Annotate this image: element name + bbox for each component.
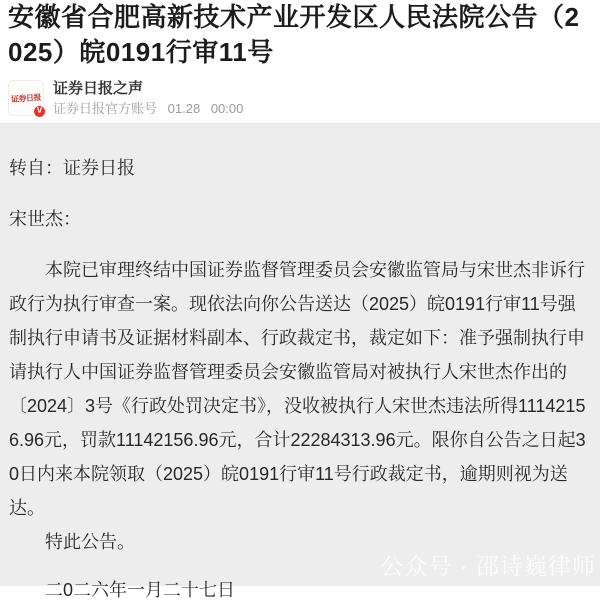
source-line: 转自：证券日报 <box>9 158 135 178</box>
page-title: 安徽省合肥高新技术产业开发区人民法院公告（2025）皖0191行审11号 <box>8 2 580 67</box>
avatar[interactable] <box>8 80 44 116</box>
author-row[interactable] <box>8 80 592 116</box>
author-name[interactable]: 证券日报之声 <box>53 80 144 97</box>
publish-time: 00:00 <box>210 101 244 116</box>
publish-date: 01.28 <box>167 101 201 116</box>
author-subline <box>53 101 250 116</box>
author-meta <box>53 80 250 116</box>
author-subtitle: 证券日报官方账号 <box>53 101 158 116</box>
avatar-logo-text: 证券日报 <box>10 92 42 104</box>
verified-badge-icon: V <box>33 105 46 118</box>
watermark: 公众号 · 邵诗巍律师 <box>380 553 596 579</box>
closing-line: 特此公告。 <box>45 532 135 552</box>
announcement-paragraph: 本院已审理终结中国证券监督管理委员会安徽监管局与宋世杰非诉行政行为执行审查一案。现依法向你公告送达（2025）皖0191行审11号强制执行申请书及证据材料副本、行政裁定书，裁定如下：准予强制执行申请执行人中国证券监督管理委员会安徽监管局对被执行人宋世杰作出的〔2024〕3号《行政处罚决定书》，没收被执行人宋世杰违法所得11142156.96元，罚款11142156.96元，合计22284313.96元。限你自公告之日起30日内来本院领取（2025）皖0191行审11号行政裁定书，逾期则视为送达。 <box>9 260 586 518</box>
announcement-date: 二0二六年一月二十七日 <box>45 580 236 600</box>
article-header <box>0 0 600 124</box>
addressee-line: 宋世杰： <box>9 209 81 229</box>
article-body <box>0 124 600 600</box>
